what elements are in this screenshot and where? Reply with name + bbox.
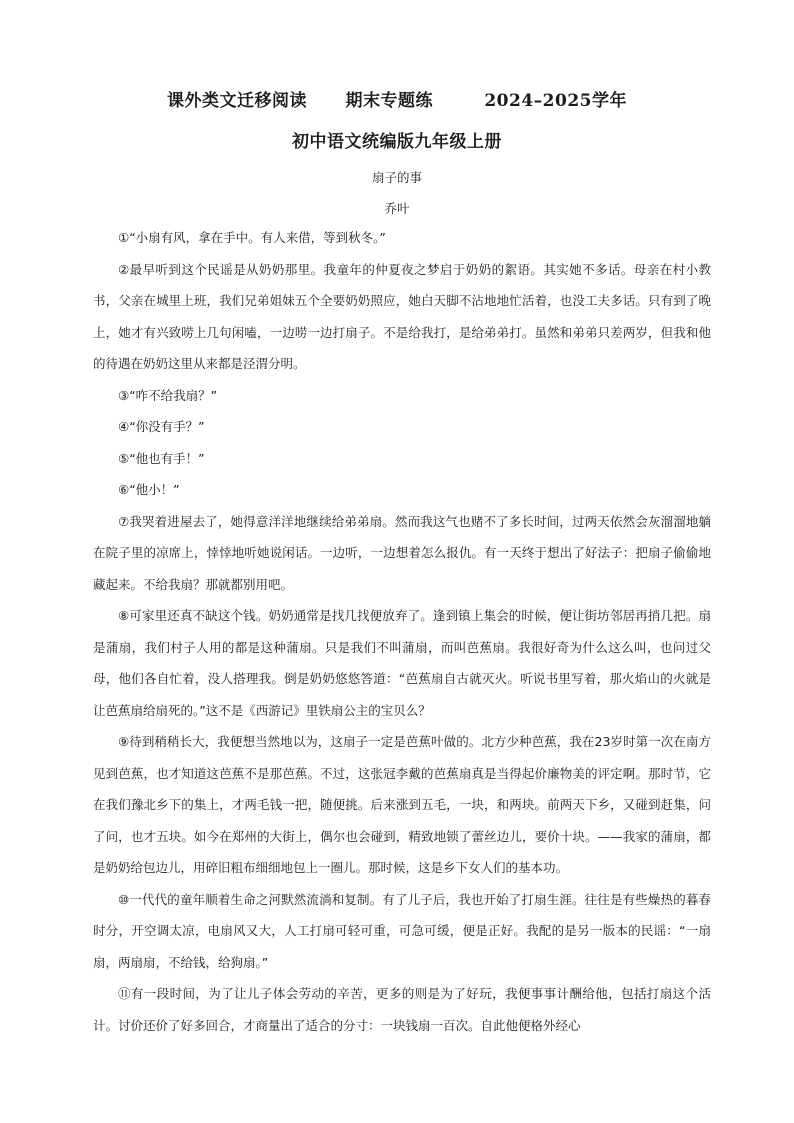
paragraph-6: ⑥“他小！” <box>118 482 180 497</box>
paragraph-1: ①“小扇有风，拿在手中。有人来借，等到秋冬。” <box>118 230 386 245</box>
header-subtitle: 初中语文统编版九年级上册 <box>292 132 502 152</box>
paragraph-3: ③“咋不给我扇？” <box>118 387 218 403</box>
paragraph-4: ④“你没有手？” <box>118 419 205 434</box>
paragraph-9: ⑨待到稍稍长大，我便想当然地以为，这扇子一定是芭蕉叶做的。北方少种芭蕉，我在23岁时第一次在南方见到芭蕉，也才知道这芭蕉不是那芭蕉。不过，这张冠李戴的芭蕉扇真是当得起价廉物美的评定啊。那时节，它在我们豫北乡下的集上，才两毛钱一把，随便挑。后来涨到五毛，一块，和两块。前两天下乡，又碰到赶集，问了问，也才五块。如今在郑州的大街上，偶尔也会碰到，精致地锁了蕾丝边儿，要价十块。——我家的蒲扇，都是奶奶给包边儿，用碎旧粗布细细地包上一圈儿。那时候，这是乡下女人们的基本功。 <box>93 734 711 875</box>
paragraph-2: ②最早听到这个民谣是从奶奶那里。我童年的仲夏夜之梦启于奶奶的絮语。其实她不多话。母亲在村小教书，父亲在城里上班，我们兄弟姐妹五个全要奶奶照应，她白天脚不沾地地忙活着，也没工夫多话。只有到了晚上，她才有兴致唠上几句闲嗑，一边唠一边打扇子。不是给我打，是给弟弟打。虽然和弟弟只差两岁，但我和他的待遇在奶奶这里从来都是泾渭分明。 <box>93 261 711 371</box>
article-body <box>93 222 711 1041</box>
article-title: 扇子的事 <box>371 170 422 185</box>
paragraph-8: ⑧可家里还真不缺这个钱。奶奶通常是找几找便放弃了。逢到镇上集会的时候，便让街坊邻居再捎几把。扇是蒲扇，我们村子人用的都是这种蒲扇。只是我们不叫蒲扇，而叫芭蕉扇。我很好奇为什么这么叫，也问过父母，他们各自忙着，没人搭理我。倒是奶奶悠悠答道：“芭蕉扇自古就灭火。听说书里写着，那火焰山的火就是让芭蕉扇给扇死的。”这不是《西游记》里铁扇公主的宝贝么？ <box>93 608 711 718</box>
article-author: 乔叶 <box>384 201 410 216</box>
header-title: 课外类文迁移阅读 期末专题练 2024–2025学年 <box>167 91 627 111</box>
paragraph-10: ⑩一代代的童年顺着生命之河默然流淌和复制。有了儿子后，我也开始了打扇生涯。往往是有些燥热的暮春时分，开空调太凉，电扇风又大，人工打扇可轻可重，可急可缓，便是正好。我配的是另一版本的民谣：“一扇扇，两扇扇，不给钱，给狗扇。” <box>93 891 711 970</box>
paragraph-5: ⑤“他也有手！” <box>118 450 205 466</box>
paragraph-11: ⑪有一段时间，为了让儿子体会劳动的辛苦，更多的则是为了好玩，我便事事计酬给他，包括打扇这个活计。讨价还价了好多回合，才商量出了适合的分寸：一块钱扇一百次。自此他便格外经心 <box>93 986 711 1033</box>
paragraph-7: ⑦我哭着进屋去了，她得意洋洋地继续给弟弟扇。然而我这气也赌不了多长时间，过两天依然会灰溜溜地躺在院子里的凉席上，悻悻地听她说闲话。一边听，一边想着怎么报仇。有一天终于想出了好法子：把扇子偷偷地藏起来。不给我扇？那就都别用吧。 <box>93 513 711 592</box>
